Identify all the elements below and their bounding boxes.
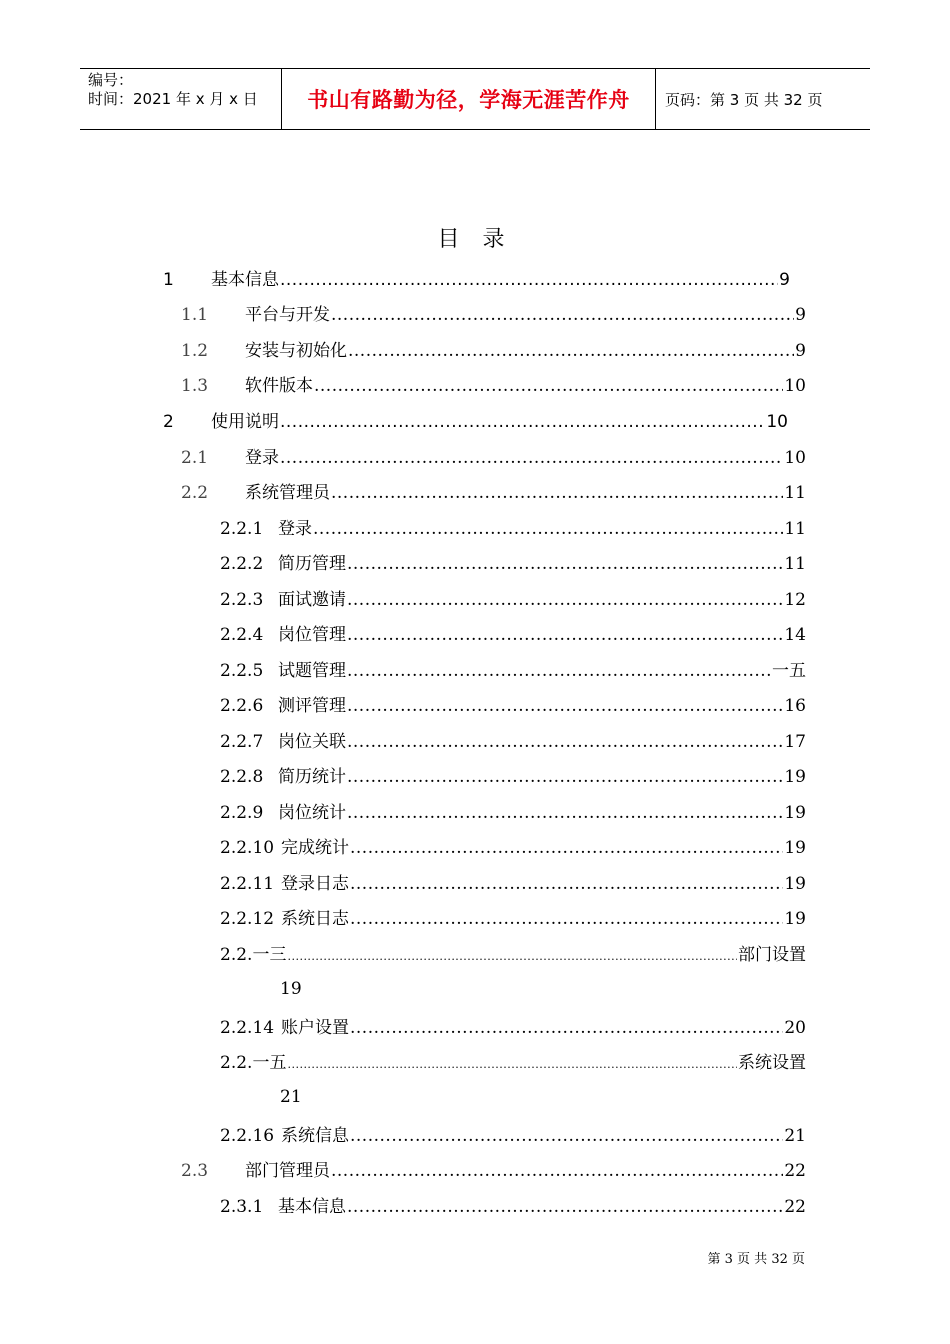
toc-entry[interactable] <box>181 371 806 395</box>
toc-entry-number: 2.2.1 <box>220 519 264 539</box>
date-label: 时间：2021 年 x 月 x 日 <box>88 90 258 108</box>
toc-entry-page: 10 <box>784 376 806 396</box>
toc-entry-number: 2.2.11 <box>220 874 275 894</box>
toc-leader-dots <box>347 767 783 787</box>
toc-entry[interactable] <box>220 833 806 857</box>
toc-entry-page: 12 <box>784 590 806 610</box>
toc-entry-number: 2.3 <box>181 1161 209 1181</box>
toc-entry-number: 2.2.4 <box>220 625 264 645</box>
toc-leader-dots <box>347 590 783 610</box>
toc-leader-dots <box>287 950 737 963</box>
toc-entry-page: 17 <box>784 732 806 752</box>
toc-leader-dots <box>350 1018 783 1038</box>
toc-entry[interactable] <box>220 549 806 573</box>
toc-entry-label: 简历管理 <box>278 554 346 574</box>
toc-entry-page: 22 <box>784 1161 806 1181</box>
toc-entry-label: 系统管理员 <box>245 483 330 503</box>
toc-entry-number: 2.1 <box>181 448 209 468</box>
toc-entry-label: 测评管理 <box>278 696 346 716</box>
toc-entry-label: 岗位管理 <box>278 625 346 645</box>
toc-entry-number: 2.2.2 <box>220 554 264 574</box>
toc-entry-number: 2.2.14 <box>220 1018 275 1038</box>
toc-entry[interactable] <box>220 940 806 964</box>
toc-entry[interactable] <box>220 620 806 644</box>
toc-leader-dots <box>280 270 778 290</box>
toc-entry-label: 部门设置 <box>738 945 806 965</box>
toc-entry-page: 22 <box>784 1197 806 1217</box>
toc-entry-page: 19 <box>280 979 302 999</box>
toc-leader-dots <box>331 483 783 503</box>
toc-entry-label: 试题管理 <box>278 661 346 681</box>
toc-leader-dots <box>313 519 783 539</box>
toc-entry[interactable] <box>220 585 806 609</box>
toc-entry[interactable] <box>220 1048 806 1072</box>
toc-entry-number: 2.2.一三 <box>220 945 287 965</box>
toc-leader-dots <box>347 661 771 681</box>
toc-entry-label: 登录 <box>278 519 312 539</box>
toc-entry-number: 2.2.6 <box>220 696 264 716</box>
page-footer: 第 3 页 共 32 页 <box>707 1252 805 1267</box>
toc-leader-dots <box>347 1197 783 1217</box>
toc-leader-dots <box>331 1161 783 1181</box>
toc-entry-page: 19 <box>784 874 806 894</box>
code-label: 编号： <box>88 71 134 89</box>
toc-entry-number: 2.3.1 <box>220 1197 264 1217</box>
page-header <box>80 68 870 130</box>
toc-entry-label: 系统日志 <box>281 909 349 929</box>
toc-entry[interactable] <box>181 478 806 502</box>
toc-entry-number: 2.2.一五 <box>220 1053 287 1073</box>
toc-leader-dots <box>347 554 783 574</box>
toc-leader-dots <box>350 838 783 858</box>
toc-entry-label: 完成统计 <box>281 838 349 858</box>
toc-entry-number: 2.2.8 <box>220 767 264 787</box>
toc-entry-number: 2.2.7 <box>220 732 264 752</box>
toc-entry-number: 2.2 <box>181 483 209 503</box>
toc-entry[interactable] <box>220 691 806 715</box>
toc-entry-page: 19 <box>784 803 806 823</box>
toc-entry[interactable] <box>220 1192 806 1216</box>
toc-entry-page: 19 <box>784 838 806 858</box>
toc-entry-number: 2.2.3 <box>220 590 264 610</box>
toc-entry[interactable] <box>220 1013 806 1037</box>
toc-leader-dots <box>314 376 783 396</box>
toc-entry[interactable] <box>181 443 806 467</box>
toc-entry[interactable] <box>220 514 806 538</box>
toc-entry-label: 软件版本 <box>245 376 313 396</box>
toc-entry-label: 系统设置 <box>738 1053 806 1073</box>
toc-entry[interactable] <box>220 762 806 786</box>
page-info: 页码：第 3 页 共 32 页 <box>665 90 823 109</box>
toc-entry-label: 平台与开发 <box>245 305 330 325</box>
toc-entry-page: 11 <box>784 519 806 539</box>
toc-entry-page: 19 <box>784 767 806 787</box>
toc-entry-page: 21 <box>784 1126 806 1146</box>
toc-entry-page: 10 <box>766 412 788 432</box>
toc-entry-number: 2.2.9 <box>220 803 264 823</box>
toc-leader-dots <box>287 1058 737 1071</box>
toc-entry-number: 2.2.5 <box>220 661 264 681</box>
toc-entry-number: 2.2.10 <box>220 838 275 858</box>
toc-leader-dots <box>331 305 794 325</box>
toc-entry-page: 9 <box>795 305 806 325</box>
toc-entry-number: 2.2.12 <box>220 909 275 929</box>
toc-entry-page: 10 <box>784 448 806 468</box>
toc-entry-page: 16 <box>784 696 806 716</box>
toc-entry[interactable] <box>181 1156 806 1180</box>
toc-title: 目 录 <box>437 227 513 252</box>
toc-entry-label: 登录日志 <box>281 874 349 894</box>
toc-entry-label: 基本信息 <box>278 1197 346 1217</box>
toc-entry-page: 20 <box>784 1018 806 1038</box>
toc-entry-number: 1.1 <box>181 305 209 325</box>
toc-entry[interactable] <box>220 798 806 822</box>
motto: 书山有路勤为径，学海无涯苦作舟 <box>307 88 630 112</box>
toc-entry[interactable] <box>181 300 806 324</box>
toc-leader-dots <box>350 909 783 929</box>
toc-leader-dots <box>350 874 783 894</box>
toc-leader-dots <box>347 696 783 716</box>
toc-entry-number: 1.3 <box>181 376 209 396</box>
toc-entry[interactable] <box>181 336 806 360</box>
toc-entry-label: 简历统计 <box>278 767 346 787</box>
toc-leader-dots <box>347 803 783 823</box>
toc-leader-dots <box>347 732 783 752</box>
toc-entry-page: 9 <box>779 270 790 290</box>
toc-entry-label: 登录 <box>245 448 279 468</box>
toc-entry-page: 11 <box>784 483 806 503</box>
toc-entry-number: 2 <box>163 412 174 432</box>
toc-entry[interactable] <box>220 727 806 751</box>
toc-entry[interactable] <box>220 1121 806 1145</box>
toc-entry-number: 1.2 <box>181 341 209 361</box>
toc-entry[interactable] <box>163 265 790 289</box>
toc-entry[interactable] <box>220 656 806 680</box>
toc-leader-dots <box>280 448 783 468</box>
toc-entry[interactable] <box>220 904 806 928</box>
toc-entry-page: 14 <box>784 625 806 645</box>
toc-leader-dots <box>348 341 794 361</box>
toc-entry-label: 使用说明 <box>211 412 279 432</box>
toc-entry[interactable] <box>163 407 788 431</box>
toc-entry-label: 部门管理员 <box>245 1161 330 1181</box>
toc-entry-page: 一五 <box>772 661 806 681</box>
toc-leader-dots <box>280 412 765 432</box>
toc-entry-page: 11 <box>784 554 806 574</box>
toc-entry-label: 安装与初始化 <box>245 341 347 361</box>
toc-entry-number: 2.2.16 <box>220 1126 275 1146</box>
toc-entry-page: 19 <box>784 909 806 929</box>
header-page-info <box>655 69 870 129</box>
toc-entry[interactable] <box>220 869 806 893</box>
toc-leader-dots <box>347 625 783 645</box>
toc-entry-label: 基本信息 <box>211 270 279 290</box>
toc-leader-dots <box>350 1126 783 1146</box>
toc-entry-number: 1 <box>163 270 174 290</box>
toc-entry-label: 账户设置 <box>281 1018 349 1038</box>
toc-entry-label: 岗位关联 <box>278 732 346 752</box>
toc-entry-label: 岗位统计 <box>278 803 346 823</box>
toc-entry-label: 系统信息 <box>281 1126 349 1146</box>
header-motto-cell <box>281 69 656 129</box>
toc-entry-page: 21 <box>280 1087 302 1107</box>
header-meta <box>80 69 281 129</box>
toc-entry-page: 9 <box>795 341 806 361</box>
toc-entry-label: 面试邀请 <box>278 590 346 610</box>
